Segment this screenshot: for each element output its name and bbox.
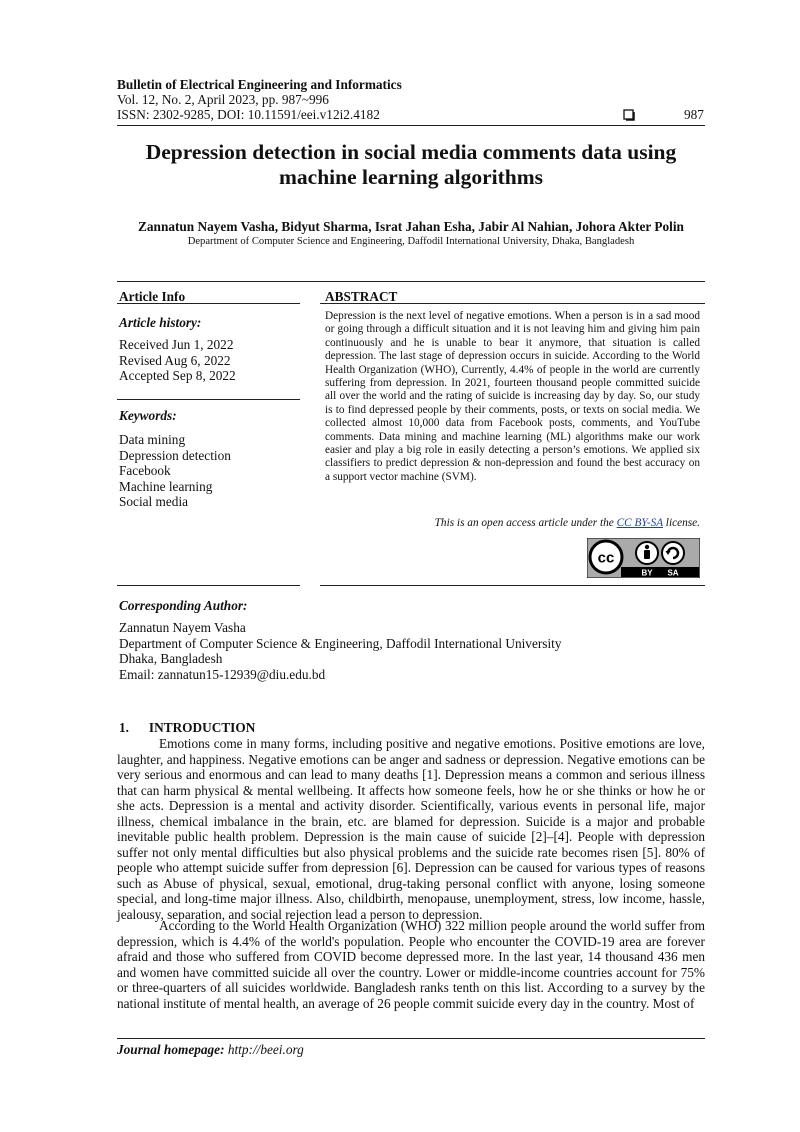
license-suffix: license. [662, 517, 700, 529]
keywords-heading: Keywords: [119, 408, 177, 423]
journal-name: Bulletin of Electrical Engineering and Informatics [117, 77, 402, 92]
page-number: 987 [684, 107, 704, 122]
issn-doi: ISSN: 2302-9285, DOI: 10.11591/eei.v12i2.4182 [117, 107, 380, 122]
keywords-list [119, 432, 231, 510]
history-item: Revised Aug 6, 2022 [119, 352, 231, 368]
corresponding-author-heading: Corresponding Author: [119, 598, 248, 613]
license-statement [325, 517, 700, 529]
abstract-end-rule [320, 585, 705, 586]
keywords-rule [117, 399, 300, 400]
article-info-heading: Article Info [119, 289, 186, 304]
author-list: Zannatun Nayem Vasha, Bidyut Sharma, Israt Jahan Esha, Jabir Al Nahian, Johora Akter Polin [138, 219, 684, 234]
header-rule [117, 125, 705, 126]
article-history-heading: Article history: [119, 315, 202, 330]
introduction-paragraph-2: According to the World Health Organization (WHO) 322 million people around the world suffer from depression, which is 4.4% of the world's population. People who encounter the COVID-19 area are forever afraid and those who suffered from COVID become depressed more. In the last year, 14 thousand 436 men and women have committed suicide all over the country. Lower or middle-income countries account for 75% or three-quarters of all suicides worldwide. Bangladesh ranks tenth on this list. According to a survey by the national institute of mental health, an average of 26 people commit suicide every day in the country. Most of [117, 918, 705, 1011]
keyword-item: Facebook [119, 463, 171, 479]
license-prefix: This is an open access article under the [434, 517, 617, 529]
keyword-item: Machine learning [119, 478, 213, 494]
corresponding-location: Dhaka, Bangladesh [119, 651, 223, 667]
badge-by-label: BY [641, 568, 653, 578]
keyword-item: Depression detection [119, 447, 231, 463]
corresponding-author-block [119, 620, 562, 682]
article-info-end-rule [117, 585, 300, 586]
history-item: Accepted Sep 8, 2022 [119, 368, 236, 384]
corresponding-email[interactable]: Email: zannatun15-12939@diu.edu.bd [119, 666, 326, 682]
homepage-url[interactable]: http://beei.org [227, 1042, 304, 1057]
introduction-heading: 1. INTRODUCTION [119, 720, 256, 735]
affiliation: Department of Computer Science and Engineering, Daffodil International University, Dhaka, Bangladesh [187, 236, 635, 247]
creative-commons-by-sa-icon[interactable] [587, 538, 700, 578]
badge-sa-label: SA [667, 568, 679, 578]
volume-info: Vol. 12, No. 2, April 2023, pp. 987~996 [117, 92, 329, 107]
homepage-label: Journal homepage [117, 1042, 221, 1057]
history-item: Received Jun 1, 2022 [119, 337, 234, 352]
keyword-item: Data mining [119, 432, 186, 447]
license-link[interactable]: CC BY-SA [616, 517, 663, 529]
footer-rule [117, 1038, 705, 1039]
keyword-item: Social media [119, 494, 189, 510]
paper-title: Depression detection in social media comments data using machine learning algorithms [145, 140, 677, 189]
journal-homepage: Journal homepage: http://beei.org [117, 1042, 304, 1057]
square-outline-icon [623, 109, 635, 121]
svg-text:cc: cc [597, 549, 615, 567]
article-history-list [119, 337, 236, 384]
corresponding-department: Department of Computer Science & Engineering, Daffodil International University [119, 635, 562, 651]
abstract-heading: ABSTRACT [325, 289, 398, 304]
section-rule-top [117, 281, 705, 282]
introduction-paragraph-1: Emotions come in many forms, including positive and negative emotions. Positive emotions are love, laughter, and happiness. Negative emotions can be anger and sadness or depression. Negative emotions can be very serious and enormous and can lead to many deaths [1]. Depression means a common and serious illness that can harm physical & mental wellbeing. It affects how someone feels, how he or she thinks or how he or she acts. Depression is a mental and activity disorder. Scientifically, various events in personal life, major illness, chemical imbalance in the brain, etc. are blamed for depression. Suicide is a major and probable inevitable public health problem. Depression is the main cause of suicide [2]–[4]. People with depression suffer not only mental difficulties but also physical problems and the suicide rate becomes risen [5]. 80% of people who attempt suicide suffer from depression [6]. Depression can be caused for various types of reasons such as Abuse of physical, sexual, emotional, drug-taking personal conflict with anyone, losing someone special, and long-time major illness. Also, childbirth, menopause, unemployment, stress, low income, hassle, jealousy, separation, and social rejection lead a person to depression. [117, 736, 705, 923]
corresponding-name: Zannatun Nayem Vasha [119, 620, 246, 635]
abstract-text: Depression is the next level of negative emotions. When a person is in a sad mood or going through a difficult situation and it is not leaving him and giving him pain continuously and he is unable to bear it anymore, that situation is called depression. The last stage of depression occurs in suicide. According to the World Health Organization (WHO), Currently, 4.4% of people in the world are currently suffering from depression. In 2021, fourteen thousand people committed suicide all over the world and the rating of suicide is increasing day by day. So, our study is to find depressed people by their comments, posts, or texts on social media. We collected almost 10,000 data from Facebook posts, comments, and YouTube comments. Data mining and machine learning (ML) algorithms make our work easier and play a big role in easily detecting a person’s emotions. We applied six classifiers to predict depression & non-depression and found the best accuracy on a support vector machine (SVM). [325, 310, 700, 483]
